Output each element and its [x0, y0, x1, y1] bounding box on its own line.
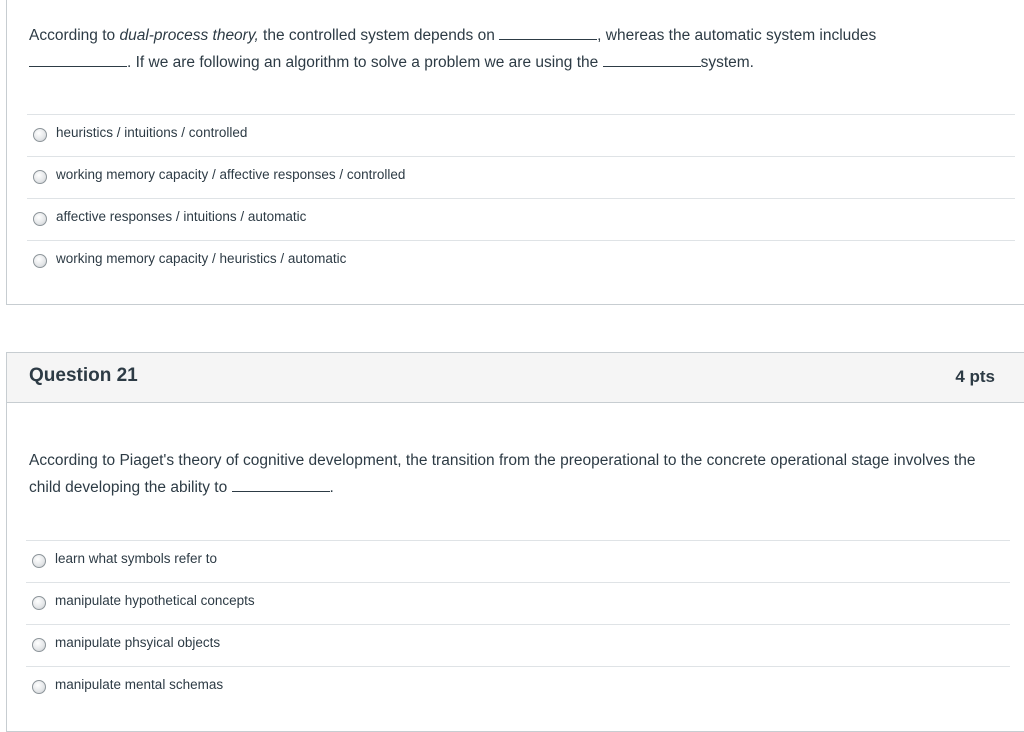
answer-list: [27, 114, 1015, 282]
answer-label: working memory capacity / affective responses / controlled: [56, 167, 406, 182]
q20-text-part: According to: [29, 27, 120, 44]
question-20-text: [29, 22, 995, 76]
radio-button[interactable]: [33, 212, 47, 226]
question-21-text: [29, 447, 995, 501]
radio-button[interactable]: [33, 254, 47, 268]
fill-blank: [499, 24, 597, 40]
q20-text-part: . If we are following an algorithm to solve a problem we are using the: [127, 54, 603, 71]
question-header: [7, 353, 1024, 403]
q21-text-part: .: [329, 479, 334, 496]
answer-label: manipulate hypothetical concepts: [55, 593, 255, 608]
answer-option[interactable]: [27, 198, 1015, 240]
answer-label: affective responses / intuitions / automatic: [56, 209, 307, 224]
answer-label: heuristics / intuitions / controlled: [56, 125, 248, 140]
radio-button[interactable]: [33, 170, 47, 184]
answer-option[interactable]: [27, 240, 1015, 282]
answer-option[interactable]: [26, 666, 1010, 708]
answer-option[interactable]: [26, 624, 1010, 666]
answer-label: learn what symbols refer to: [55, 551, 218, 566]
answer-list: [26, 540, 1010, 708]
radio-button[interactable]: [32, 596, 46, 610]
answer-option[interactable]: [26, 540, 1010, 582]
answer-option[interactable]: [27, 114, 1015, 156]
q20-text-part: the controlled system depends on: [258, 27, 500, 44]
question-points: 4 pts: [955, 367, 995, 386]
answer-option[interactable]: [26, 582, 1010, 624]
radio-button[interactable]: [32, 680, 46, 694]
radio-button[interactable]: [32, 554, 46, 568]
answer-label: manipulate mental schemas: [55, 677, 224, 692]
answer-label: manipulate phsyical objects: [55, 635, 221, 650]
question-title: Question 21: [29, 365, 138, 386]
radio-button[interactable]: [33, 128, 47, 142]
fill-blank: [232, 476, 330, 492]
answer-label: working memory capacity / heuristics / automatic: [56, 251, 347, 266]
fill-blank: [29, 51, 127, 67]
q20-text-part: , whereas the automatic system includes: [597, 27, 877, 44]
fill-blank: [603, 51, 701, 67]
question-20-card: [6, 0, 1024, 305]
answer-option[interactable]: [27, 156, 1015, 198]
radio-button[interactable]: [32, 638, 46, 652]
q20-text-italic: dual-process theory,: [119, 27, 259, 44]
q20-text-part: system.: [700, 54, 754, 71]
q21-text-part: According to Piaget's theory of cognitive development, the transition from the preoperational to the concrete operational stage involves the child developing the ability to: [29, 452, 976, 496]
